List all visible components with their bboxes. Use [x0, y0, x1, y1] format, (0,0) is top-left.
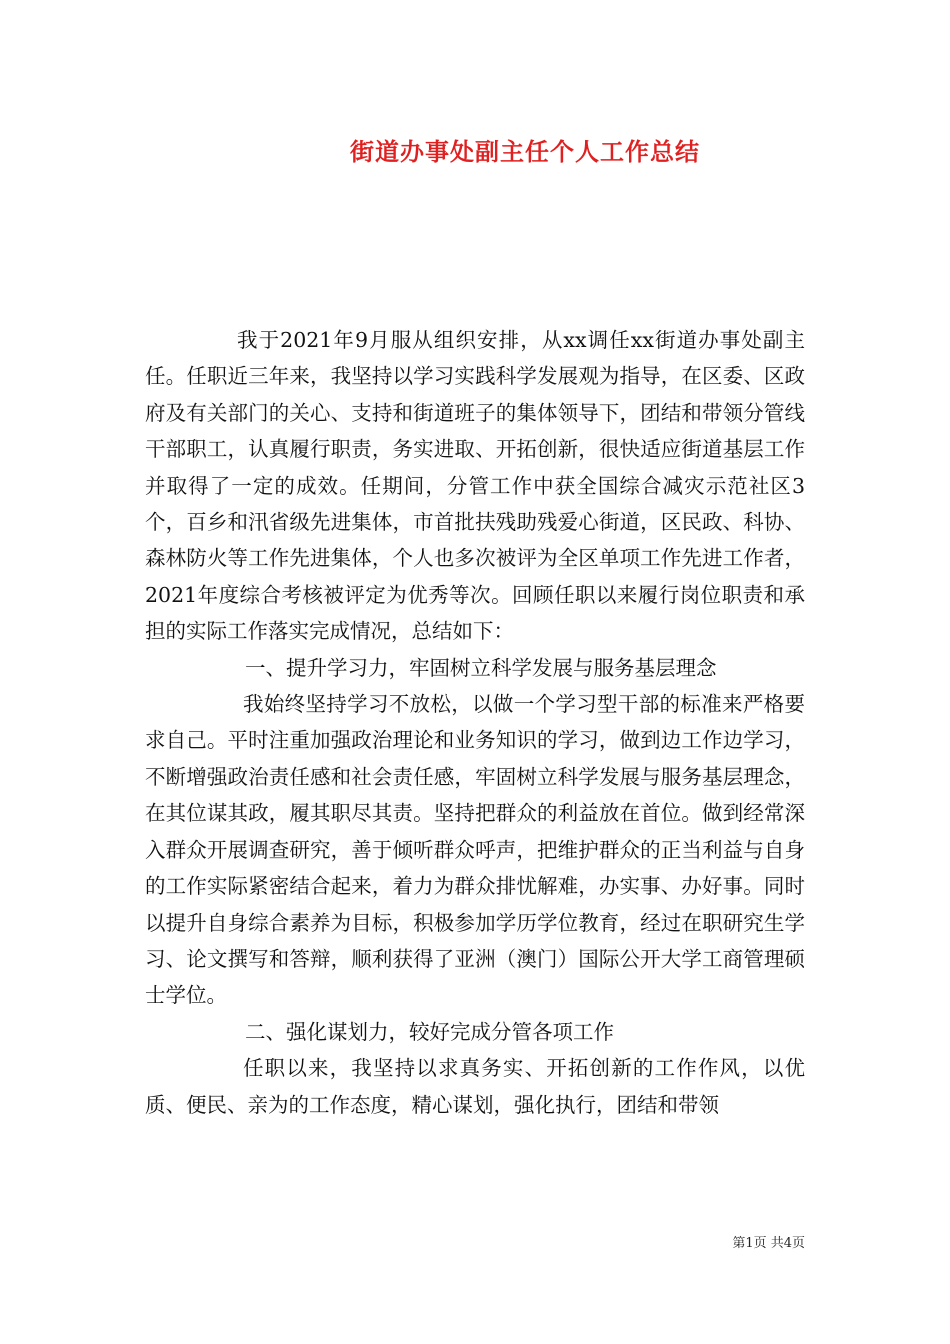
section-2-paragraph: 任职以来，我坚持以求真务实、开拓创新的工作作风，以优质、便民、亲为的工作态度，精心谋划，强化执行，团结和带领: [145, 1056, 805, 1117]
document-body: [145, 322, 805, 1123]
intro-paragraph: 我于2021年9月服从组织安排，从xx调任xx街道办事处副主任。任职近三年来，我坚持以学习实践科学发展观为指导，在区委、区政府及有关部门的关心、支持和街道班子的集体领导下，团结和带领分管线干部职工，认真履行职责，务实进取、开拓创新，很快适应街道基层工作并取得了一定的成效。任期间，分管工作中获全国综合减灾示范社区3个，百乡和汛省级先进集体，市首批扶残助残爱心街道，区民政、科协、森林防火等工作先进集体，个人也多次被评为全区单项工作先进工作者，2021年度综合考核被评定为优秀等次。回顾任职以来履行岗位职责和承担的实际工作落实完成情况，总结如下：: [145, 328, 805, 644]
page-number: 第1页 共4页: [732, 1236, 805, 1251]
section-heading-2: 二、强化谋划力，较好完成分管各项工作: [245, 1019, 614, 1044]
section-heading-1: 一、提升学习力，牢固树立科学发展与服务基层理念: [245, 655, 717, 680]
document-title: 街道办事处副主任个人工作总结: [350, 137, 700, 166]
section-1-paragraph: 我始终坚持学习不放松，以做一个学习型干部的标准来严格要求自己。平时注重加强政治理论和业务知识的学习，做到边工作边学习，不断增强政治责任感和社会责任感，牢固树立科学发展与服务基层理念，在其位谋其政，履其职尽其责。坚持把群众的利益放在首位。做到经常深入群众开展调查研究，善于倾听群众呼声，把维护群众的正当利益与自身的工作实际紧密结合起来，着力为群众排忧解难，办实事、办好事。同时以提升自身综合素养为目标，积极参加学历学位教育，经过在职研究生学习、论文撰写和答辩，顺利获得了亚洲（澳门）国际公开大学工商管理硕士学位。: [145, 692, 805, 1008]
